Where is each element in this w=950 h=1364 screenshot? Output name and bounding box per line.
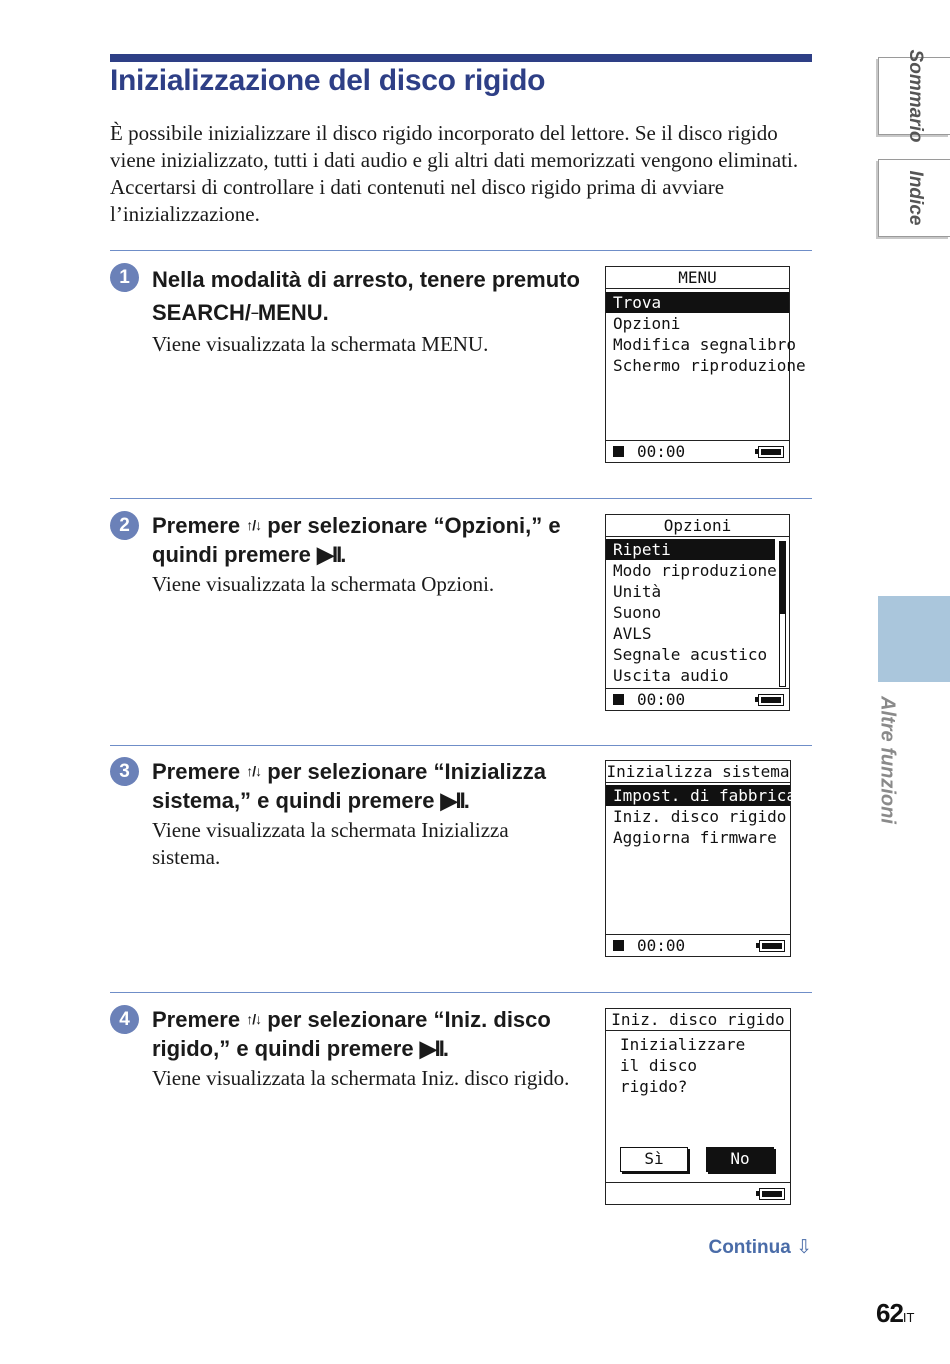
arrow-down-icon: ⇩ — [796, 1237, 812, 1258]
time-display: 00:00 — [637, 936, 686, 955]
screen-title: Opzioni — [606, 515, 789, 537]
intro-paragraph: È possibile inizializzare il disco rigido incorporato del lettore. Se il disco rigido viene inizializzato, tutti i dati audio e gli altri dati memorizzati vengono eliminati. Accertarsi di controllare i dati contenuti nel disco rigido prima di avviare l’inizializzazione. — [110, 121, 799, 226]
step-3 — [110, 757, 580, 871]
status-bar — [606, 1182, 790, 1204]
step-number: 2 — [110, 511, 139, 540]
step-heading: Nella modalità di arresto, tenere premuto SEARCH/–MENU. — [152, 263, 580, 329]
status-bar — [606, 688, 789, 710]
menu-item-segnalibro: Modifica segnalibro — [613, 335, 797, 354]
menu-item-schermo: Schermo riproduzione — [613, 356, 806, 375]
page-language: IT — [902, 1310, 915, 1325]
tab-sommario[interactable] — [878, 49, 950, 143]
dialog-message: Inizializzare il disco rigido? — [620, 1035, 746, 1096]
opzioni-item-unita: Unità — [613, 582, 662, 601]
step-number: 4 — [110, 1005, 139, 1034]
play-pause-icon: ▶II — [317, 542, 341, 567]
no-button: No — [706, 1147, 774, 1172]
step-separator — [110, 498, 812, 499]
page-number: 62IT — [876, 1298, 915, 1328]
step-separator — [110, 992, 812, 993]
init-item-disco: Iniz. disco rigido — [613, 807, 787, 826]
init-item-fabbrica: Impost. di fabbrica — [606, 785, 790, 806]
step-description: Viene visualizzata la schermata Opzioni. — [152, 572, 495, 596]
up-down-icon: ↑/↓ — [246, 1011, 262, 1027]
stop-icon — [613, 446, 624, 457]
battery-icon — [759, 1188, 785, 1200]
step-number: 3 — [110, 757, 139, 786]
opzioni-item-modo: Modo riproduzione — [613, 561, 777, 580]
stop-icon — [613, 940, 624, 951]
title-rule — [110, 54, 812, 62]
step-description: Viene visualizzata la schermata MENU. — [152, 332, 489, 356]
screen-title: Iniz. disco rigido — [606, 1009, 790, 1031]
opzioni-screen — [605, 514, 790, 711]
opzioni-item-uscita: Uscita audio — [613, 666, 729, 685]
play-pause-icon: ▶II — [440, 788, 464, 813]
step-number: 1 — [110, 263, 139, 292]
step-heading: Premere ↑/↓ per selezionare “Inizializza sistema,” e quindi premere ▶II. — [152, 759, 546, 813]
status-bar — [606, 934, 790, 956]
step-description: Viene visualizzata la schermata Iniz. disco rigido. — [152, 1066, 570, 1090]
menu-item-trova: Trova — [606, 292, 789, 313]
tab-indice[interactable] — [878, 159, 950, 237]
up-down-icon: ↑/↓ — [246, 763, 262, 779]
status-bar — [606, 440, 789, 462]
opzioni-item-ripeti: Ripeti — [606, 539, 775, 560]
step-heading: Premere ↑/↓ per selezionare “Opzioni,” e quindi premere ▶II. — [152, 513, 561, 567]
menu-item-opzioni: Opzioni — [613, 314, 681, 333]
battery-icon — [758, 694, 784, 706]
continue-link[interactable]: Continua ⇩ — [708, 1237, 812, 1258]
scroll-thumb — [780, 542, 785, 614]
step-2 — [110, 511, 580, 598]
screen-title: MENU — [606, 267, 789, 289]
opzioni-item-avls: AVLS — [613, 624, 652, 643]
up-down-icon: ↑/↓ — [246, 517, 262, 533]
tab-sommario-label: Sommario — [904, 49, 926, 143]
step-4 — [110, 1005, 580, 1092]
time-display: 00:00 — [637, 442, 686, 461]
opzioni-item-suono: Suono — [613, 603, 662, 622]
step-description: Viene visualizzata la schermata Inizializza sistema. — [152, 818, 509, 869]
play-pause-icon: ▶II — [419, 1036, 443, 1061]
opzioni-item-segnale: Segnale acustico — [613, 645, 768, 664]
yes-button: Sì — [620, 1147, 688, 1172]
time-display: 00:00 — [637, 690, 686, 709]
tab-indice-label: Indice — [904, 170, 926, 226]
battery-icon — [759, 940, 785, 952]
step-1 — [110, 263, 580, 358]
stop-icon — [613, 694, 624, 705]
menu-screen — [605, 266, 806, 463]
scrollbar — [779, 541, 786, 687]
hdd-init-screen — [605, 1008, 791, 1205]
section-label: Altre funzioni — [876, 696, 899, 824]
section-marker — [878, 596, 950, 682]
battery-icon — [758, 446, 784, 458]
page-title: Inizializzazione del disco rigido — [110, 64, 546, 97]
step-heading: Premere ↑/↓ per selezionare “Iniz. disco rigido,” e quindi premere ▶II. — [152, 1007, 551, 1061]
step-separator — [110, 745, 812, 746]
init-system-screen — [605, 760, 797, 957]
init-item-firmware: Aggiorna firmware — [613, 828, 777, 847]
screen-title: Inizializza sistema — [606, 762, 790, 781]
step-separator — [110, 250, 812, 251]
minus-icon: – — [251, 304, 258, 320]
